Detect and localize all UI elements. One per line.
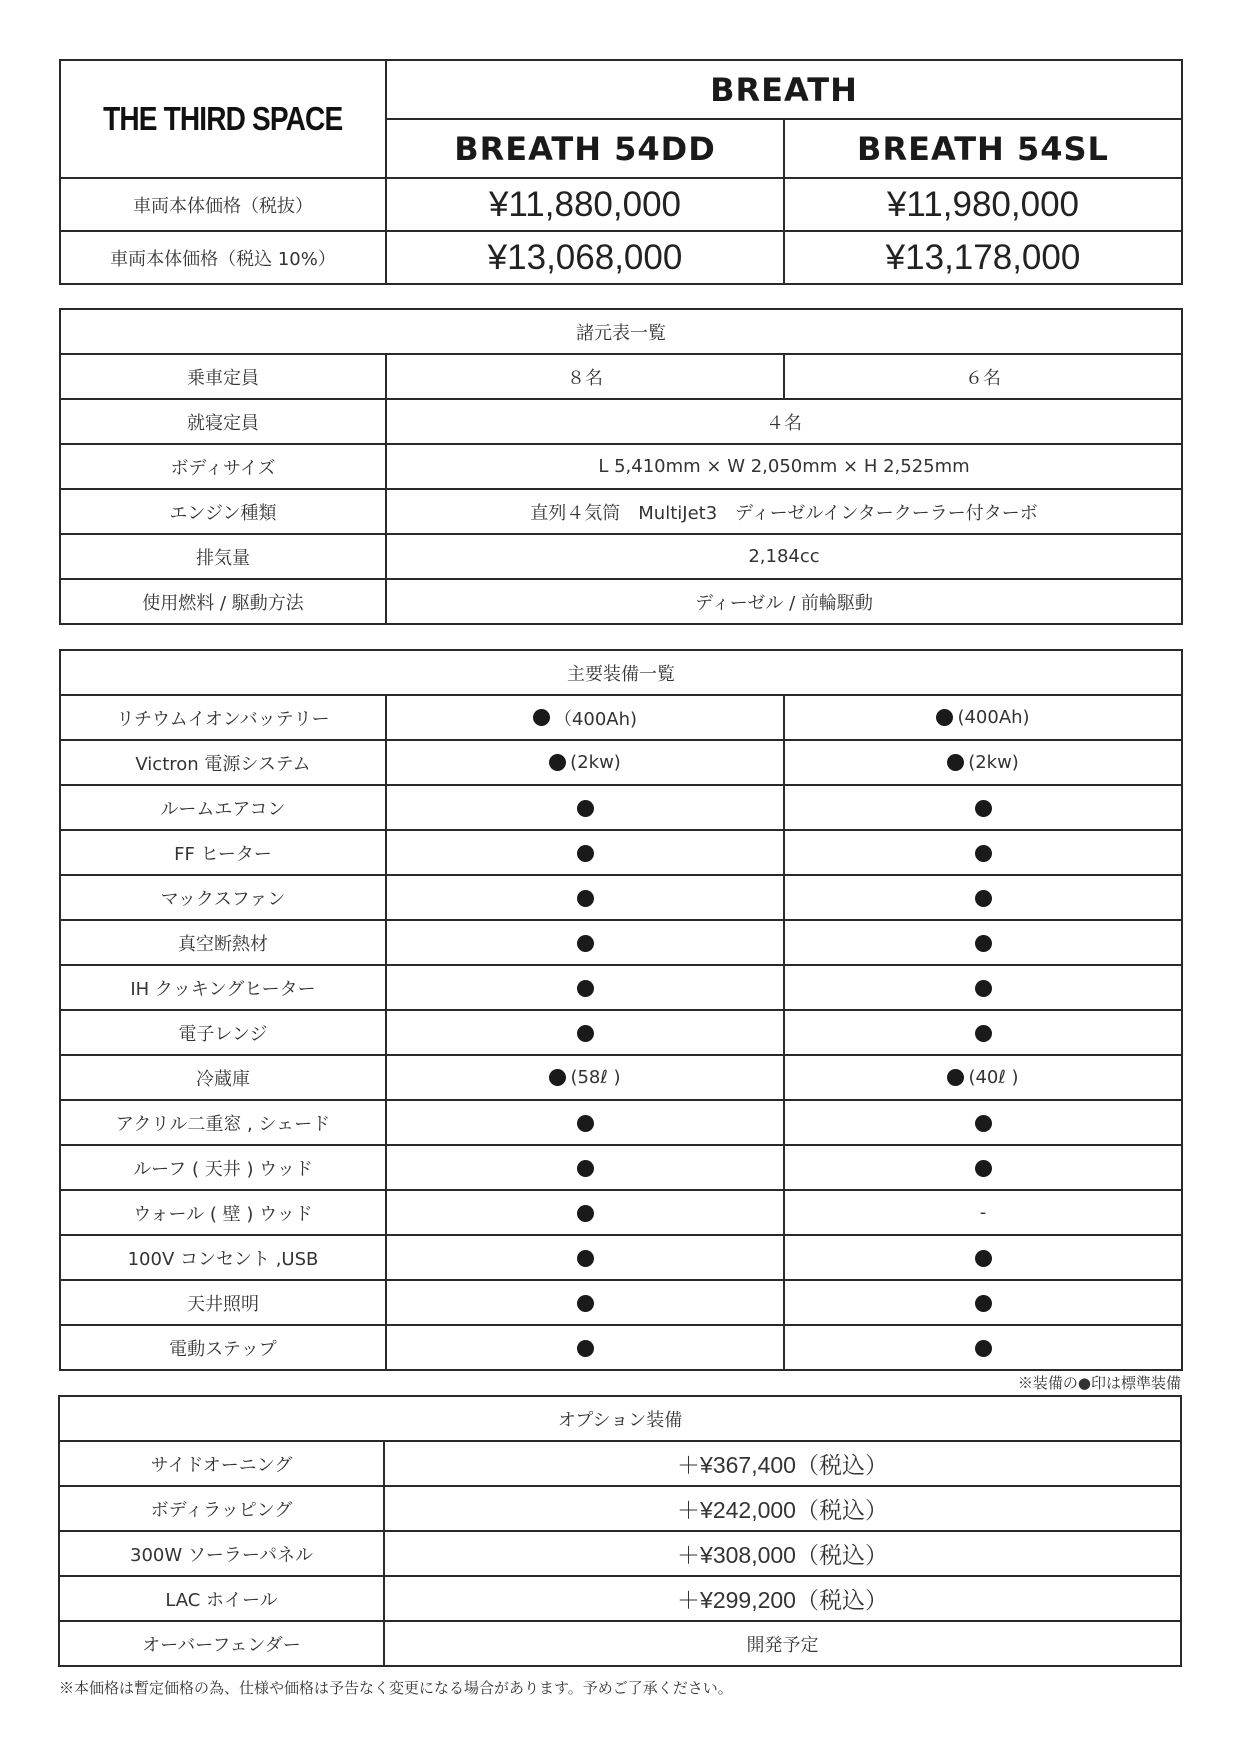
equipment-54dd-cell xyxy=(386,1235,784,1280)
standard-equipment-dot-icon xyxy=(577,800,594,817)
option-row xyxy=(59,1486,1181,1531)
option-label: オーバーフェンダー xyxy=(59,1621,384,1666)
equipment-label: ルーフ ( 天井 ) ウッド xyxy=(60,1145,386,1190)
equipment-row xyxy=(60,1190,1182,1235)
equipment-row xyxy=(60,1280,1182,1325)
equipment-54sl-cell xyxy=(784,875,1182,920)
option-price: ＋¥367,400（税込） xyxy=(384,1441,1181,1486)
price-row xyxy=(60,231,1182,284)
standard-equipment-dot-icon xyxy=(577,1115,594,1132)
equipment-54dd-cell xyxy=(386,920,784,965)
spec-label: 使用燃料 / 駆動方法 xyxy=(60,579,386,624)
equipment-54sl-cell xyxy=(784,965,1182,1010)
equipment-54sl-cell xyxy=(784,695,1182,740)
option-row xyxy=(59,1441,1181,1486)
standard-equipment-dot-icon xyxy=(533,709,550,726)
standard-equipment-dot-icon xyxy=(975,980,992,997)
option-price: ＋¥299,200（税込） xyxy=(384,1576,1181,1621)
option-row xyxy=(59,1576,1181,1621)
options-table xyxy=(58,1395,1182,1667)
spec-label: 就寝定員 xyxy=(60,399,386,444)
option-price: ＋¥308,000（税込） xyxy=(384,1531,1181,1576)
standard-equipment-dot-icon xyxy=(549,1069,566,1086)
equipment-row xyxy=(60,830,1182,875)
standard-equipment-dot-icon xyxy=(975,845,992,862)
equipment-54sl-cell xyxy=(784,920,1182,965)
equipment-label: FF ヒーター xyxy=(60,830,386,875)
equipment-54dd-cell xyxy=(386,1190,784,1235)
spec-value: ４名 xyxy=(386,399,1182,444)
option-label: サイドオーニング xyxy=(59,1441,384,1486)
price-value: ¥13,178,000 xyxy=(784,231,1182,284)
price-value: ¥13,068,000 xyxy=(386,231,784,284)
standard-equipment-dot-icon xyxy=(577,1340,594,1357)
spec-label: エンジン種類 xyxy=(60,489,386,534)
equipment-row xyxy=(60,1325,1182,1370)
spec-label: 乗車定員 xyxy=(60,354,386,399)
equipment-row xyxy=(60,1010,1182,1055)
standard-equipment-note: ※装備の●印は標準装備 xyxy=(1017,1374,1181,1392)
equipment-row xyxy=(60,695,1182,740)
spec-row xyxy=(60,489,1182,534)
equipment-label: 100V コンセント ,USB xyxy=(60,1235,386,1280)
standard-equipment-dot-icon xyxy=(577,935,594,952)
equipment-54sl-cell xyxy=(784,1010,1182,1055)
standard-equipment-dot-icon xyxy=(975,1250,992,1267)
standard-equipment-dot-icon xyxy=(577,1160,594,1177)
brand-cell xyxy=(60,60,386,178)
equipment-54dd-cell xyxy=(386,1100,784,1145)
standard-equipment-dot-icon xyxy=(936,709,953,726)
spec-row xyxy=(60,354,1182,399)
equipment-54dd-cell xyxy=(386,1010,784,1055)
standard-equipment-dot-icon xyxy=(975,890,992,907)
equipment-54dd-cell xyxy=(386,875,784,920)
equipment-label: 電動ステップ xyxy=(60,1325,386,1370)
equipment-label: ルームエアコン xyxy=(60,785,386,830)
option-price: 開発予定 xyxy=(384,1621,1181,1666)
equipment-54sl-cell xyxy=(784,1055,1182,1100)
standard-equipment-dot-icon xyxy=(975,1295,992,1312)
not-equipped-mark: - xyxy=(979,1202,987,1223)
standard-equipment-dot-icon xyxy=(549,754,566,771)
standard-equipment-dot-icon xyxy=(975,1115,992,1132)
spec-value: ディーゼル / 前輪駆動 xyxy=(386,579,1182,624)
standard-equipment-dot-icon xyxy=(577,1205,594,1222)
equipment-label: リチウムイオンバッテリー xyxy=(60,695,386,740)
equipment-label: ウォール ( 壁 ) ウッド xyxy=(60,1190,386,1235)
equipment-detail: （400Ah) xyxy=(553,708,638,730)
option-row xyxy=(59,1531,1181,1576)
series-title: BREATH xyxy=(710,70,858,109)
standard-equipment-dot-icon xyxy=(947,1069,964,1086)
options-section-title: オプション装備 xyxy=(59,1396,1181,1441)
equipment-54sl-cell xyxy=(784,1325,1182,1370)
price-label: 車両本体価格（税抜） xyxy=(60,178,386,231)
equipment-label: 天井照明 xyxy=(60,1280,386,1325)
equipment-row xyxy=(60,1100,1182,1145)
equipment-54sl-cell xyxy=(784,1190,1182,1235)
standard-equipment-dot-icon xyxy=(577,1250,594,1267)
equipment-table xyxy=(59,649,1183,1371)
equipment-row xyxy=(60,1235,1182,1280)
equipment-54dd-cell xyxy=(386,695,784,740)
standard-equipment-dot-icon xyxy=(577,845,594,862)
standard-equipment-dot-icon xyxy=(975,1160,992,1177)
equipment-label: IH クッキングヒーター xyxy=(60,965,386,1010)
equipment-54dd-cell xyxy=(386,965,784,1010)
equipment-section-title: 主要装備一覧 xyxy=(60,650,1182,695)
option-label: LAC ホイール xyxy=(59,1576,384,1621)
standard-equipment-dot-icon xyxy=(975,935,992,952)
equipment-detail: (2kw) xyxy=(968,752,1019,773)
standard-equipment-dot-icon xyxy=(975,1025,992,1042)
spec-value: 直列４気筒 MultiJet3 ディーゼルインタークーラー付ターボ xyxy=(386,489,1182,534)
equipment-label: 冷蔵庫 xyxy=(60,1055,386,1100)
equipment-54dd-cell xyxy=(386,1325,784,1370)
equipment-row xyxy=(60,740,1182,785)
standard-equipment-dot-icon xyxy=(577,1295,594,1312)
option-row xyxy=(59,1621,1181,1666)
equipment-54sl-cell xyxy=(784,785,1182,830)
option-price: ＋¥242,000（税込） xyxy=(384,1486,1181,1531)
standard-equipment-dot-icon xyxy=(577,1025,594,1042)
option-label: 300W ソーラーパネル xyxy=(59,1531,384,1576)
spec-row xyxy=(60,399,1182,444)
equipment-label: 真空断熱材 xyxy=(60,920,386,965)
spec-value: 2,184cc xyxy=(386,534,1182,579)
equipment-row xyxy=(60,1055,1182,1100)
equipment-54sl-cell xyxy=(784,740,1182,785)
equipment-54sl-cell xyxy=(784,1235,1182,1280)
price-value: ¥11,880,000 xyxy=(386,178,784,231)
equipment-54dd-cell xyxy=(386,1055,784,1100)
model-name: BREATH 54SL xyxy=(857,129,1109,168)
equipment-54dd-cell xyxy=(386,830,784,875)
price-value: ¥11,980,000 xyxy=(784,178,1182,231)
standard-equipment-dot-icon xyxy=(975,1340,992,1357)
equipment-54sl-cell xyxy=(784,1145,1182,1190)
equipment-54dd-cell xyxy=(386,785,784,830)
equipment-label: 電子レンジ xyxy=(60,1010,386,1055)
standard-equipment-dot-icon xyxy=(577,980,594,997)
brand-logo: THE THIRD SPACE xyxy=(103,100,343,137)
spec-row xyxy=(60,534,1182,579)
equipment-detail: (40ℓ ) xyxy=(968,1067,1019,1088)
equipment-label: マックスファン xyxy=(60,875,386,920)
equipment-detail: (400Ah) xyxy=(957,707,1030,728)
standard-equipment-dot-icon xyxy=(947,754,964,771)
spec-section-title: 諸元表一覧 xyxy=(60,309,1182,354)
series-cell xyxy=(386,60,1182,119)
price-table xyxy=(59,59,1183,285)
equipment-54sl-cell xyxy=(784,1280,1182,1325)
equipment-detail: (58ℓ ) xyxy=(570,1067,621,1088)
equipment-detail: (2kw) xyxy=(570,752,621,773)
equipment-54sl-cell xyxy=(784,830,1182,875)
standard-equipment-dot-icon xyxy=(975,800,992,817)
equipment-label: アクリル二重窓 , シェード xyxy=(60,1100,386,1145)
spec-value: ６名 xyxy=(784,354,1182,399)
spec-value: L 5,410mm × W 2,050mm × H 2,525mm xyxy=(386,444,1182,489)
spec-row xyxy=(60,444,1182,489)
equipment-54dd-cell xyxy=(386,740,784,785)
model-name: BREATH 54DD xyxy=(454,129,716,168)
spec-table xyxy=(59,308,1183,625)
disclaimer-note: ※本価格は暫定価格の為、仕様や価格は予告なく変更になる場合があります。予めご了承ください。 xyxy=(59,1679,733,1697)
price-label: 車両本体価格（税込 10%） xyxy=(60,231,386,284)
spec-label: ボディサイズ xyxy=(60,444,386,489)
option-label: ボディラッピング xyxy=(59,1486,384,1531)
equipment-row xyxy=(60,785,1182,830)
equipment-label: Victron 電源システム xyxy=(60,740,386,785)
spec-row xyxy=(60,579,1182,624)
equipment-row xyxy=(60,920,1182,965)
equipment-54dd-cell xyxy=(386,1145,784,1190)
equipment-row xyxy=(60,1145,1182,1190)
price-row xyxy=(60,178,1182,231)
equipment-row xyxy=(60,965,1182,1010)
equipment-54dd-cell xyxy=(386,1280,784,1325)
spec-value: ８名 xyxy=(386,354,784,399)
model-54dd-header xyxy=(386,119,784,178)
standard-equipment-dot-icon xyxy=(577,890,594,907)
equipment-54sl-cell xyxy=(784,1100,1182,1145)
equipment-row xyxy=(60,875,1182,920)
model-54sl-header xyxy=(784,119,1182,178)
spec-label: 排気量 xyxy=(60,534,386,579)
